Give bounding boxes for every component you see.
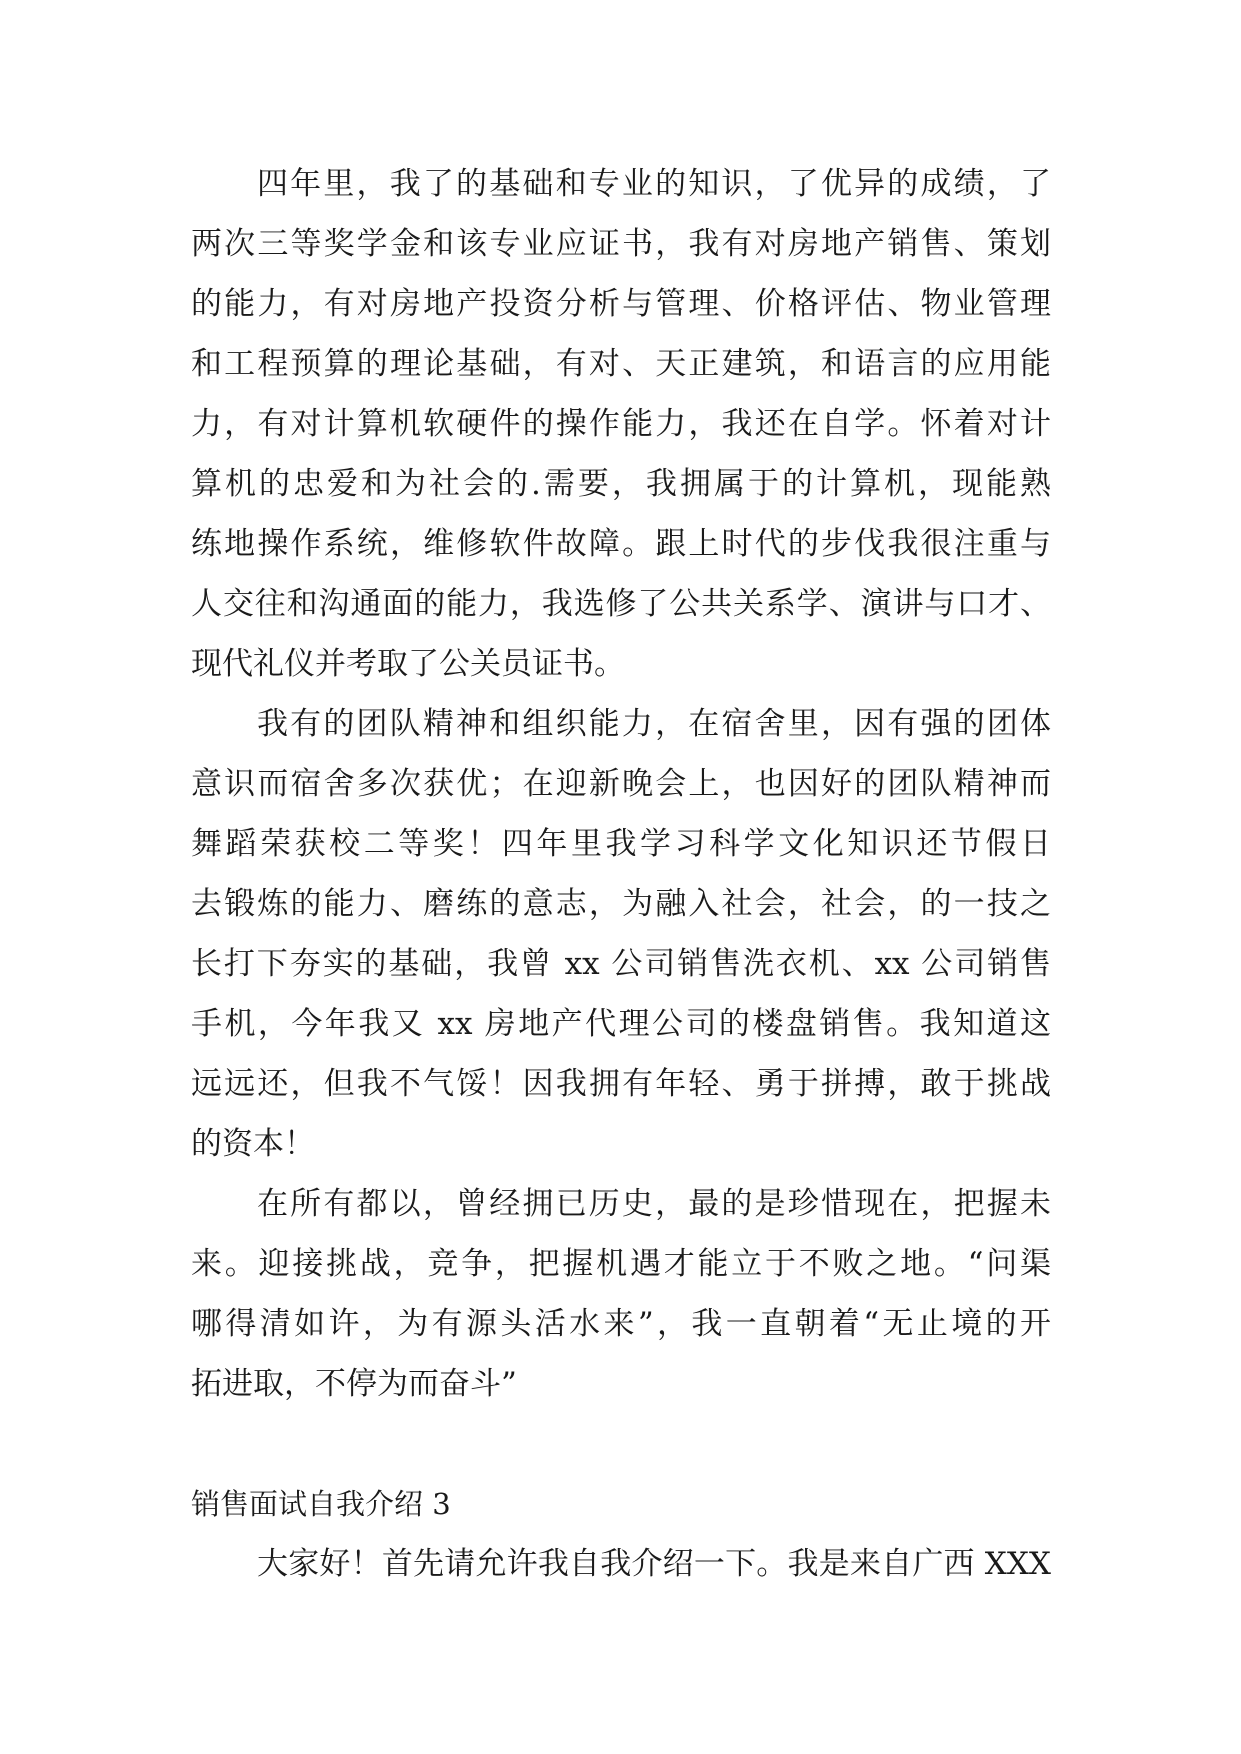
- section-heading: 销售面试自我介绍 3: [191, 1487, 451, 1521]
- text-line: 现代礼仪并考取了公关员证书。: [191, 646, 625, 682]
- text-line: 的资本！: [191, 1126, 315, 1162]
- text-line: 长打下夯实的基础，我曾 xx 公司销售洗衣机、xx 公司销售: [191, 946, 1051, 982]
- text-line: 远远还，但我不气馁！因我拥有年轻、勇于拼搏，敢于挑战: [191, 1066, 1051, 1102]
- text-line: 人交往和沟通面的能力，我选修了公共关系学、演讲与口才、: [191, 586, 1051, 622]
- text-line: 练地操作系统，维修软件故障。跟上时代的步伐我很注重与: [191, 526, 1051, 562]
- text-line: 算机的忠爱和为社会的.需要，我拥属于的计算机，现能熟: [191, 466, 1051, 502]
- text-line: 在所有都以，曾经拥已历史，最的是珍惜现在，把握未: [257, 1186, 1051, 1222]
- text-line: 力，有对计算机软硬件的操作能力，我还在自学。怀着对计: [191, 406, 1051, 442]
- text-line: 四年里，我了的基础和专业的知识，了优异的成绩，了: [257, 166, 1051, 202]
- text-line: 意识而宿舍多次获优；在迎新晚会上，也因好的团队精神而: [191, 766, 1051, 802]
- text-line: 和工程预算的理论基础，有对、天正建筑，和语言的应用能: [191, 346, 1051, 382]
- text-line: 两次三等奖学金和该专业应证书，我有对房地产销售、策划: [191, 226, 1051, 262]
- text-line: 的能力，有对房地产投资分析与管理、价格评估、物业管理: [191, 286, 1051, 322]
- text-line: 大家好！首先请允许我自我介绍一下。我是来自广西 XXX: [257, 1546, 1051, 1582]
- text-line: 我有的团队精神和组织能力，在宿舍里，因有强的团体: [257, 706, 1051, 742]
- text-line: 手机，今年我又 xx 房地产代理公司的楼盘销售。我知道这: [191, 1006, 1051, 1042]
- text-line: 舞蹈荣获校二等奖！四年里我学习科学文化知识还节假日: [191, 826, 1051, 862]
- text-line: 哪得清如许，为有源头活水来”，我一直朝着“无止境的开: [191, 1306, 1051, 1342]
- text-line: 来。迎接挑战，竞争，把握机遇才能立于不败之地。“问渠: [191, 1246, 1051, 1282]
- text-line: 拓进取，不停为而奋斗”: [191, 1366, 517, 1402]
- text-line: 去锻炼的能力、磨练的意志，为融入社会，社会，的一技之: [191, 886, 1051, 922]
